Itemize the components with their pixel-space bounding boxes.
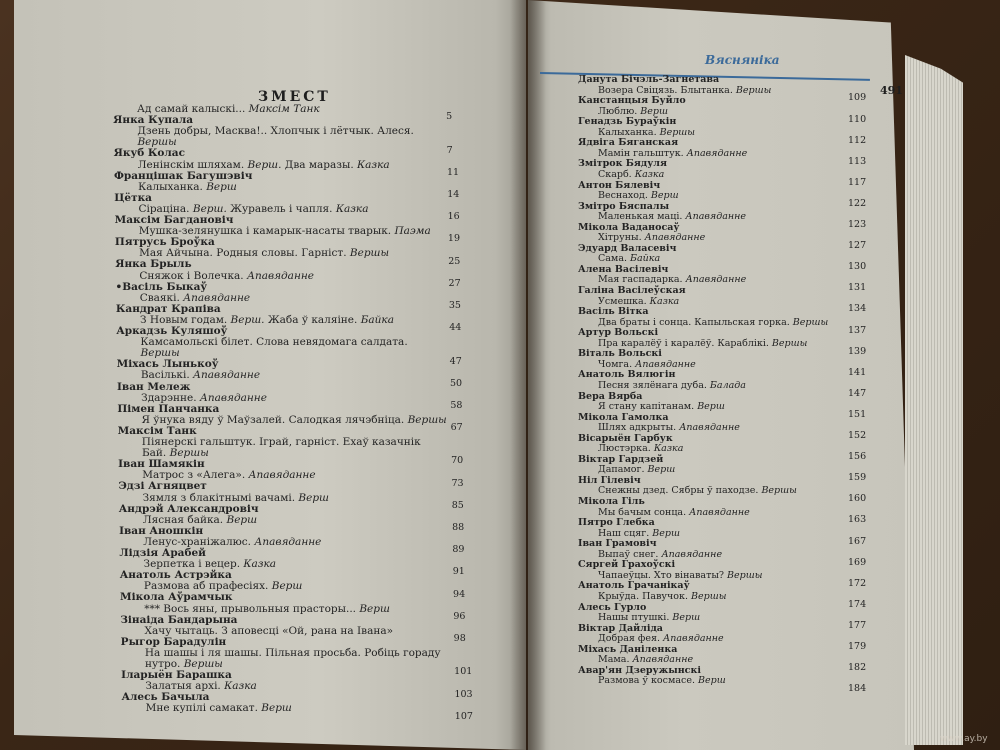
toc-text: Пятрусь Броўка — [114, 236, 215, 249]
toc-genre: Вершы — [724, 569, 763, 581]
toc-text: Дзень добры, Масква!.. Хлопчык і лётчык. Алеся. — [137, 125, 414, 138]
toc-text: Сіраціна. — [138, 202, 190, 215]
toc-genre: Верш — [644, 464, 676, 476]
toc-work — [598, 190, 679, 201]
toc-author — [578, 158, 667, 169]
toc-text: Вісарыён Гарбук — [578, 432, 673, 444]
toc-page-number: 35 — [448, 300, 461, 312]
toc-text: Скарб. — [598, 168, 632, 180]
toc-text: Мікола Гіль — [578, 496, 645, 507]
toc-text: Хітруны. — [598, 232, 642, 244]
toc-genre: Вершы — [346, 247, 390, 260]
toc-genre: Вершы — [758, 485, 797, 497]
toc-work — [598, 570, 762, 581]
toc-genre: Вершы — [732, 84, 772, 96]
toc-page-number: 94 — [453, 588, 466, 600]
toc-genre: Верш — [257, 702, 292, 715]
toc-text: Кандрат Крапіва — [115, 302, 221, 315]
toc-work — [598, 675, 726, 686]
toc-work — [598, 253, 660, 264]
toc-text: Мамін гальштук. — [598, 147, 684, 159]
toc-genre: Апавяданне — [683, 147, 748, 159]
toc-text: Піянерскі гальштук. Іграй, гарніст. Ехаў казачнік — [141, 436, 421, 448]
toc-page-number: 7 — [446, 144, 453, 156]
toc-page-number: 89 — [452, 544, 465, 556]
toc-genre: Верш. — [189, 202, 227, 215]
toc-text: Мікола Ваданосаў — [578, 221, 680, 233]
toc-author — [578, 201, 669, 212]
toc-author — [578, 496, 645, 507]
toc-work — [598, 169, 664, 180]
toc-work — [598, 633, 724, 644]
toc-genre: Вершы — [137, 136, 177, 149]
toc-text: Ядвіга Бяганская — [578, 137, 679, 149]
toc-work — [146, 702, 292, 714]
toc-text: Люблю. — [598, 105, 638, 117]
toc-text-2: Журавель і чапля. — [226, 202, 333, 215]
toc-text: Залатыя архі. — [145, 680, 221, 693]
toc-text: Пімен Панчанка — [117, 402, 220, 415]
toc-text: Калыханка. — [598, 126, 657, 138]
running-head: Вясняніка — [705, 53, 780, 67]
toc-genre: Апавяданне — [629, 654, 694, 666]
toc-genre: Верш — [694, 401, 725, 413]
toc-text: Аркадзь Куляшоў — [116, 325, 228, 337]
toc-page-number: 73 — [451, 477, 464, 489]
toc-page-number: 47 — [449, 355, 462, 367]
toc-text: Антон Бялевіч — [578, 179, 661, 191]
toc-work — [598, 591, 726, 602]
toc-text: Віталь Вольскі — [578, 348, 662, 360]
toc-text: Максім Танк — [117, 424, 197, 437]
toc-text: Лясная байка. — [142, 513, 224, 526]
toc-text: Камсамольскі білет. Слова невядомага салдата. — [140, 336, 408, 349]
toc-genre: Верш. — [244, 158, 282, 171]
toc-work — [137, 125, 414, 137]
toc-text: Выпаў снег. — [598, 548, 659, 560]
toc-genre: Апавяданне — [641, 232, 706, 244]
toc-page-number: 184 — [848, 683, 867, 695]
toc-work — [598, 317, 828, 328]
toc-work — [598, 485, 797, 496]
toc-genre: Вершы — [404, 413, 447, 426]
toc-text: Песня зялёнага дуба. — [598, 379, 707, 391]
toc-author — [578, 391, 642, 402]
toc-text: Янка Купала — [113, 114, 194, 127]
toc-text: Артур Вольскі — [578, 327, 659, 339]
toc-page-number: 25 — [448, 255, 461, 267]
toc-text: Іван Шамякін — [118, 458, 205, 471]
toc-text: Алесь Бачыла — [121, 691, 210, 704]
toc-genre-2: Казка — [332, 202, 369, 215]
toc-page-number: 172 — [848, 577, 867, 589]
toc-text: Канстанцыя Буйло — [578, 95, 686, 107]
toc-text: Віктар Дайліда — [578, 622, 663, 634]
toc-page-number: 109 — [848, 92, 867, 104]
toc-author — [578, 559, 675, 570]
toc-page-number: 131 — [848, 282, 867, 294]
toc-page-number: 101 — [454, 666, 473, 678]
toc-genre: Вершы — [687, 590, 727, 602]
toc-text: •Васіль Быкаў — [115, 280, 208, 293]
toc-text: Хачу чытаць. З аповесці «Ой, рана на Івана» — [144, 624, 394, 637]
toc-page-number: 103 — [454, 688, 473, 700]
toc-work — [598, 380, 746, 391]
toc-text: Ленінскім шляхам. — [137, 158, 245, 171]
toc-page-number: 182 — [848, 662, 867, 674]
toc-work — [138, 181, 237, 193]
toc-author — [578, 538, 657, 549]
toc-genre: Апавяданне — [682, 274, 747, 286]
toc-work — [598, 422, 740, 433]
toc-text: Сама. — [598, 253, 628, 265]
toc-author — [578, 602, 646, 613]
toc-page-number: 169 — [848, 556, 867, 568]
toc-text: Чомга. — [598, 358, 633, 370]
toc-genre: Вершы — [180, 658, 223, 670]
toc-author — [578, 623, 663, 634]
toc-work — [598, 232, 705, 243]
toc-page-number: 160 — [848, 493, 867, 505]
toc-page-number: 137 — [848, 324, 867, 336]
toc-text: Цётка — [114, 191, 152, 204]
toc-text: Зерпетка і вецер. — [143, 558, 241, 571]
toc-page-number: 141 — [848, 366, 867, 378]
toc-work — [598, 528, 680, 539]
toc-author — [578, 517, 655, 528]
toc-genre: Верш — [649, 527, 680, 539]
toc-page-number: 19 — [447, 233, 460, 245]
toc-genre-2: Казка — [353, 158, 390, 171]
toc-work — [598, 464, 675, 475]
toc-text: Маленькая маці. — [598, 211, 683, 223]
toc-text: Іван Мележ — [117, 380, 191, 393]
toc-page-number: 110 — [848, 113, 867, 125]
toc-genre: Вершы — [140, 347, 180, 360]
toc-text: Эдзі Агняцвет — [118, 480, 207, 493]
toc-text: Крыўда. Павучок. — [598, 590, 688, 602]
toc-text: Генадзь Бураўкін — [578, 116, 677, 128]
toc-page-number: 112 — [848, 134, 867, 146]
toc-text: Мушка-зелянушка і камарык-насаты тварык. — [138, 225, 392, 238]
toc-genre: Верш — [202, 180, 237, 193]
toc-author — [578, 454, 663, 465]
toc-genre-2: Байка — [357, 313, 394, 326]
toc-page-number: 122 — [848, 197, 867, 209]
toc-page-number: 174 — [848, 598, 867, 610]
toc-genre: Апавяданне — [243, 269, 314, 282]
toc-text: Зямля з блакітнымі вачамі. — [142, 491, 296, 504]
toc-text: Алесь Гурло — [578, 601, 647, 613]
toc-text: Усмешка. — [598, 295, 647, 307]
toc-page-number: 123 — [848, 219, 867, 231]
toc-genre: Верш — [356, 602, 390, 615]
toc-work — [598, 127, 695, 138]
toc-page-number: 91 — [452, 566, 465, 578]
toc-page-number: 139 — [848, 345, 867, 357]
toc-genre: Казка — [631, 168, 665, 180]
toc-text: Іларыён Барашка — [121, 669, 232, 682]
toc-author — [578, 180, 660, 191]
page-edges — [905, 55, 963, 745]
toc-page-number: 58 — [450, 399, 463, 411]
toc-text: Бай. — [141, 447, 167, 460]
toc-page-number: 50 — [450, 377, 463, 389]
toc-page-number: 117 — [848, 176, 867, 188]
toc-work — [598, 612, 700, 623]
toc-text: Матрос з «Алега». — [142, 469, 246, 482]
toc-title: ЗМЕСТ — [258, 89, 331, 105]
toc-author — [578, 369, 675, 380]
toc-page-number: 127 — [848, 240, 867, 252]
toc-work — [598, 106, 668, 117]
toc-page-number: 159 — [848, 472, 867, 484]
toc-text: Снежны дзед. Сябры ў паходзе. — [598, 485, 759, 497]
toc-text-2: Два маразы. — [281, 158, 354, 171]
toc-text: Анатоль Астрэйка — [119, 569, 232, 582]
toc-text: нутро. — [145, 658, 181, 670]
toc-author — [578, 327, 658, 338]
toc-genre: Вершы — [166, 447, 209, 460]
toc-text: Якуб Колас — [113, 147, 186, 160]
toc-work — [140, 336, 407, 348]
toc-text: Андрэй Александровіч — [118, 502, 259, 515]
toc-page-number: 67 — [450, 422, 463, 434]
toc-genre: Верш — [268, 580, 303, 593]
toc-genre: Паэма — [391, 225, 431, 238]
toc-work — [598, 211, 746, 222]
toc-page-number: 130 — [848, 261, 867, 273]
toc-text: Размова аб прафесіях. — [143, 580, 269, 593]
toc-genre: Апавяданне — [658, 548, 723, 560]
toc-author — [578, 644, 677, 655]
toc-text: На шашы і ля шашы. Пільная просьба. Робіць гораду — [144, 646, 441, 659]
toc-text: Дапамог. — [598, 464, 645, 476]
toc-text: Віктар Гардзей — [578, 453, 664, 465]
toc-text: Зінаіда Бандарына — [120, 613, 238, 626]
toc-page-number: 85 — [451, 499, 464, 511]
toc-text: Васіль Вітка — [578, 306, 649, 318]
toc-genre: Казка — [220, 680, 257, 693]
toc-text: Два браты і сонца. Капыльская горка. — [598, 316, 790, 328]
toc-page-number: 163 — [848, 514, 867, 526]
toc-text: З Новым годам. — [140, 313, 228, 326]
toc-genre: Казка — [646, 295, 680, 307]
toc-page-number: 177 — [848, 619, 867, 631]
toc-page-number: 11 — [446, 166, 460, 178]
toc-author — [578, 285, 686, 296]
toc-text: Мы бачым сонца. — [598, 506, 687, 518]
toc-text: Мая Айчына. Родныя словы. Гарніст. — [139, 247, 347, 260]
toc-text: Мікола Гамолка — [578, 411, 669, 423]
toc-text: Максім Багдановіч — [114, 214, 234, 226]
toc-text: Мама. — [598, 654, 630, 666]
toc-page-number: 156 — [848, 451, 867, 463]
toc-work — [598, 338, 807, 349]
toc-author — [578, 95, 686, 106]
toc-text: Алена Васілевіч — [578, 263, 669, 275]
toc-text: Наш сцяг. — [598, 527, 650, 539]
toc-work — [598, 401, 725, 412]
book-gutter — [510, 0, 546, 750]
toc-text: Змітро Бяспалы — [578, 200, 670, 212]
toc-page-number: 179 — [848, 641, 867, 653]
toc-work — [598, 296, 679, 307]
toc-text: Авар'ян Дзеружынскі — [578, 664, 701, 676]
toc-text: Сваякі. — [139, 291, 180, 304]
toc-author — [578, 433, 673, 444]
toc-page-number: 5 — [446, 111, 453, 123]
toc-text: Анатоль Грачанікаў — [578, 580, 690, 592]
toc-text: Міхась Лынькоў — [116, 358, 219, 371]
toc-genre: Апавяданне — [189, 369, 261, 382]
toc-work — [598, 359, 696, 370]
toc-text-2: Жаба ў каляіне. — [264, 313, 358, 326]
toc-genre: Апавяданне — [245, 469, 316, 482]
toc-work — [598, 654, 693, 665]
toc-work — [598, 148, 747, 159]
toc-text: Возера Свіцязь. Блытанка. — [598, 84, 733, 96]
toc-text: Ленус-храніжалюс. — [143, 535, 252, 548]
toc-page-number: 70 — [451, 455, 464, 467]
toc-text: Данута Бічэль-Загнетава — [578, 74, 720, 85]
toc-text: Францішак Багушэвіч — [113, 169, 253, 182]
toc-text: Анатоль Вялюгін — [578, 369, 676, 381]
toc-genre: Апавяданне — [196, 391, 267, 404]
toc-work — [598, 507, 750, 518]
toc-text: Мне купілі самакат. — [145, 702, 258, 715]
toc-author — [578, 475, 641, 486]
toc-genre: Апавяданне — [682, 211, 747, 223]
watermark: www.ay.by — [940, 734, 988, 744]
toc-genre: Верш — [223, 513, 258, 526]
toc-genre: Верш — [295, 491, 329, 504]
toc-text: Пра каралёў і каралёў. Караблікі. — [598, 337, 769, 349]
toc-genre: Верш — [647, 190, 679, 202]
toc-genre: Верш — [669, 612, 701, 624]
toc-text: Я стану капітанам. — [598, 401, 695, 413]
toc-author — [578, 348, 662, 359]
toc-page-number: 151 — [848, 408, 867, 420]
toc-text: Ніл Гілевіч — [578, 474, 641, 486]
toc-author — [578, 243, 676, 254]
toc-work — [598, 549, 722, 560]
toc-genre: Апавяданне — [686, 506, 750, 518]
toc-text: Я ўнука вяду ў Маўзалей. Салодкая лячэбніца. — [141, 413, 405, 426]
toc-text: Сняжок і Волечка. — [139, 269, 244, 282]
toc-text: Нашы птушкі. — [598, 612, 670, 624]
toc-page-number: 27 — [448, 277, 461, 289]
toc-text: Калыханка. — [138, 180, 203, 193]
toc-page-number: 98 — [453, 633, 466, 645]
toc-text: Міхась Даніленка — [578, 643, 678, 655]
toc-text: Веснаход. — [598, 190, 648, 202]
toc-page-number: 113 — [848, 155, 867, 167]
toc-page-number: 107 — [454, 710, 473, 722]
toc-text: Іван Грамовіч — [578, 538, 657, 550]
toc-text: Пятро Глебка — [578, 517, 655, 529]
toc-genre: Апавяданне — [251, 535, 322, 548]
toc-page-number: 147 — [848, 387, 867, 399]
toc-text: Ад самай калыскі... — [137, 103, 246, 115]
toc-text: Люстэрка. — [598, 443, 651, 455]
toc-text: Сяргей Грахоўскі — [578, 559, 676, 571]
toc-work — [598, 443, 683, 454]
toc-page-number: 16 — [447, 211, 460, 223]
toc-author — [578, 222, 679, 233]
toc-author — [578, 264, 668, 275]
toc-text: Чапаеўцы. Хто вінаваты? — [598, 569, 724, 581]
toc-genre: Вершы — [789, 316, 829, 328]
page-number: 491 — [880, 84, 903, 97]
toc-text: Іван Аношкін — [119, 524, 204, 537]
toc-text: Шлях адкрыты. — [598, 422, 677, 434]
toc-author — [578, 137, 678, 148]
toc-text: Здарэнне. — [141, 391, 197, 404]
toc-author — [578, 412, 669, 423]
toc-text: Янка Брыль — [115, 258, 192, 271]
toc-page-number: 44 — [449, 322, 462, 334]
toc-genre: Вершы — [656, 126, 696, 138]
toc-genre: Апавяданне — [676, 422, 740, 434]
toc-genre: Казка — [240, 558, 277, 571]
toc-author — [578, 306, 649, 317]
toc-author — [578, 74, 719, 85]
toc-work — [598, 274, 746, 285]
toc-author — [578, 665, 701, 676]
toc-genre: Верш. — [227, 313, 265, 326]
toc-genre: Апавяданне — [660, 633, 724, 645]
toc-text: Галіна Васілеўская — [578, 285, 686, 296]
toc-page-number: 134 — [848, 303, 867, 315]
toc-text: Рыгор Барадулін — [120, 635, 227, 648]
toc-genre: Апавяданне — [179, 291, 251, 304]
toc-genre: Максім Танк — [245, 103, 320, 115]
toc-page-number: 88 — [452, 522, 465, 534]
toc-text: Добрая фея. — [598, 633, 660, 645]
toc-text: Лідзія Арабей — [119, 547, 206, 559]
toc-text: Размова ў космасе. — [598, 675, 695, 687]
toc-genre: Казка — [650, 443, 684, 455]
toc-page-number: 96 — [453, 610, 466, 622]
toc-genre: Байка — [627, 253, 661, 265]
toc-genre: Балада — [706, 379, 746, 391]
toc-text: Вера Вярба — [578, 390, 643, 402]
toc-page-number: 167 — [848, 535, 867, 547]
toc-work — [598, 85, 771, 96]
toc-genre: Верш — [694, 675, 726, 687]
toc-text: Эдуард Валасевіч — [578, 242, 677, 254]
toc-text: Васількі. — [140, 369, 190, 382]
toc-page-number: 14 — [447, 189, 460, 201]
toc-text: Змітрок Бядуля — [578, 158, 668, 170]
toc-author — [578, 116, 676, 127]
toc-author — [578, 580, 690, 591]
toc-genre: Вершы — [768, 337, 808, 349]
toc-genre: Апавяданне — [632, 358, 696, 370]
toc-text: Мікола Аўрамчык — [120, 591, 233, 604]
toc-page-number: 152 — [848, 430, 867, 442]
toc-text: *** Вось яны, прывольныя прасторы... — [144, 602, 356, 615]
toc-genre: Верш — [637, 105, 668, 117]
toc-text: Мая гаспадарка. — [598, 274, 683, 286]
